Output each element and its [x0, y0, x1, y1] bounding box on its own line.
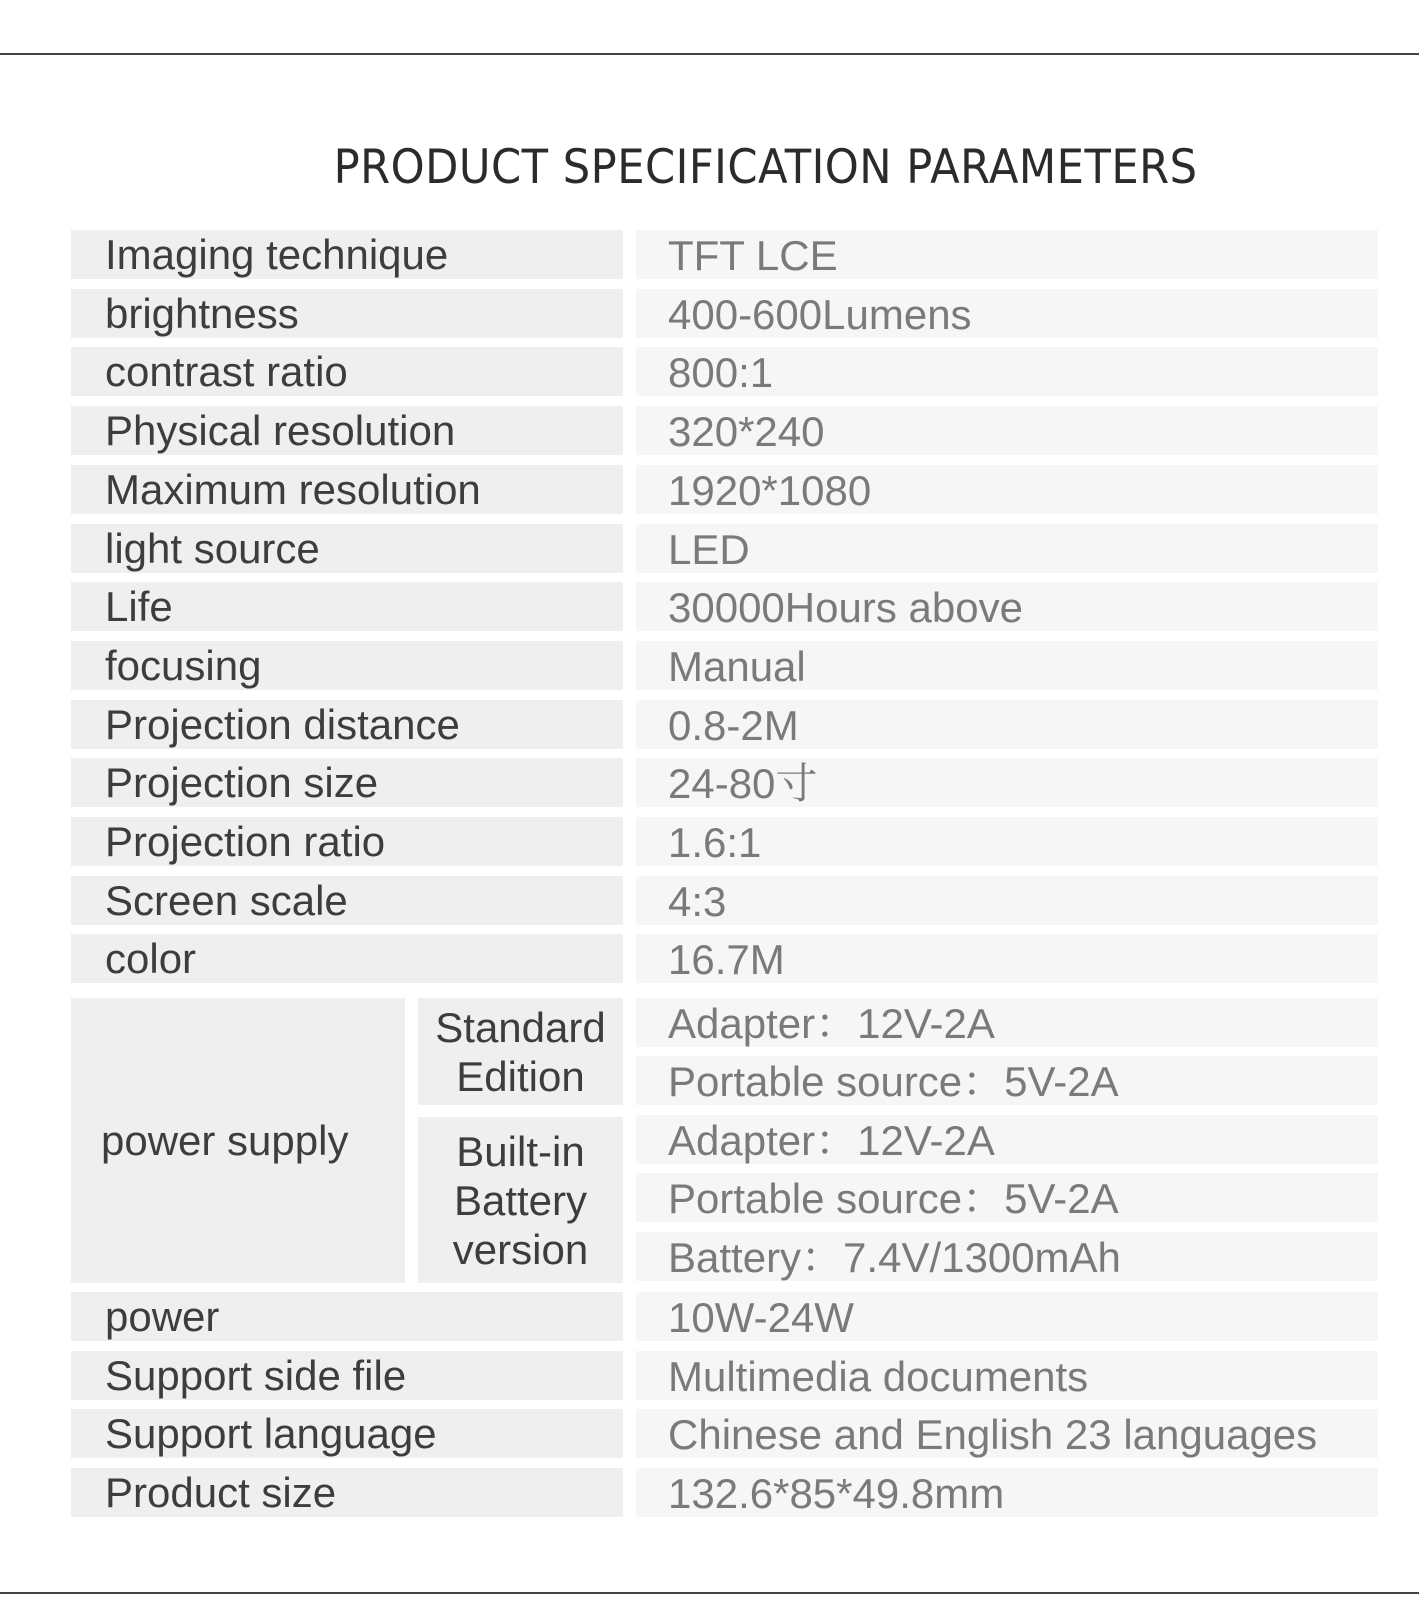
spec-label: Product size [71, 1468, 623, 1517]
power-supply-value: Portable source：5V-2A [636, 1173, 1378, 1222]
spec-value: Manual [636, 641, 1378, 690]
power-supply-value: Adapter：12V-2A [636, 1115, 1378, 1164]
spec-value: 1920*1080 [636, 465, 1378, 514]
top-divider [0, 53, 1419, 55]
bottom-divider [0, 1592, 1419, 1594]
spec-value: 10W-24W [636, 1292, 1378, 1341]
spec-value: TFT LCE [636, 230, 1378, 279]
spec-value: 1.6:1 [636, 817, 1378, 866]
standard-edition-label: Standard Edition [418, 998, 623, 1105]
spec-value: 320*240 [636, 406, 1378, 455]
spec-label: light source [71, 524, 623, 573]
spec-value: 16.7M [636, 934, 1378, 983]
spec-label: Projection distance [71, 700, 623, 749]
spec-label: Imaging technique [71, 230, 623, 279]
spec-label: focusing [71, 641, 623, 690]
spec-value: 400-600Lumens [636, 289, 1378, 338]
spec-label: color [71, 934, 623, 983]
spec-label: Physical resolution [71, 406, 623, 455]
spec-value: Multimedia documents [636, 1351, 1378, 1400]
spec-value: 30000Hours above [636, 582, 1378, 631]
spec-value: 4:3 [636, 876, 1378, 925]
spec-label: Projection ratio [71, 817, 623, 866]
spec-label: contrast ratio [71, 347, 623, 396]
spec-label: Screen scale [71, 876, 623, 925]
spec-label: Life [71, 582, 623, 631]
spec-value: 24-80寸 [636, 758, 1378, 807]
spec-label: brightness [71, 289, 623, 338]
spec-value: 800:1 [636, 347, 1378, 396]
spec-value: Chinese and English 23 languages [636, 1409, 1378, 1458]
spec-label: Maximum resolution [71, 465, 623, 514]
power-supply-label: power supply [71, 998, 405, 1283]
spec-value: LED [636, 524, 1378, 573]
builtin-battery-label: Built-in Battery version [418, 1117, 623, 1283]
page-title: PRODUCT SPECIFICATION PARAMETERS [333, 140, 1198, 195]
spec-value: 132.6*85*49.8mm [636, 1468, 1378, 1517]
power-supply-value: Adapter：12V-2A [636, 998, 1378, 1047]
spec-label: Projection size [71, 758, 623, 807]
spec-label: Support side file [71, 1351, 623, 1400]
power-supply-value: Portable source：5V-2A [636, 1056, 1378, 1105]
spec-label: power [71, 1292, 623, 1341]
spec-label: Support language [71, 1409, 623, 1458]
spec-value: 0.8-2M [636, 700, 1378, 749]
power-supply-value: Battery：7.4V/1300mAh [636, 1232, 1378, 1281]
